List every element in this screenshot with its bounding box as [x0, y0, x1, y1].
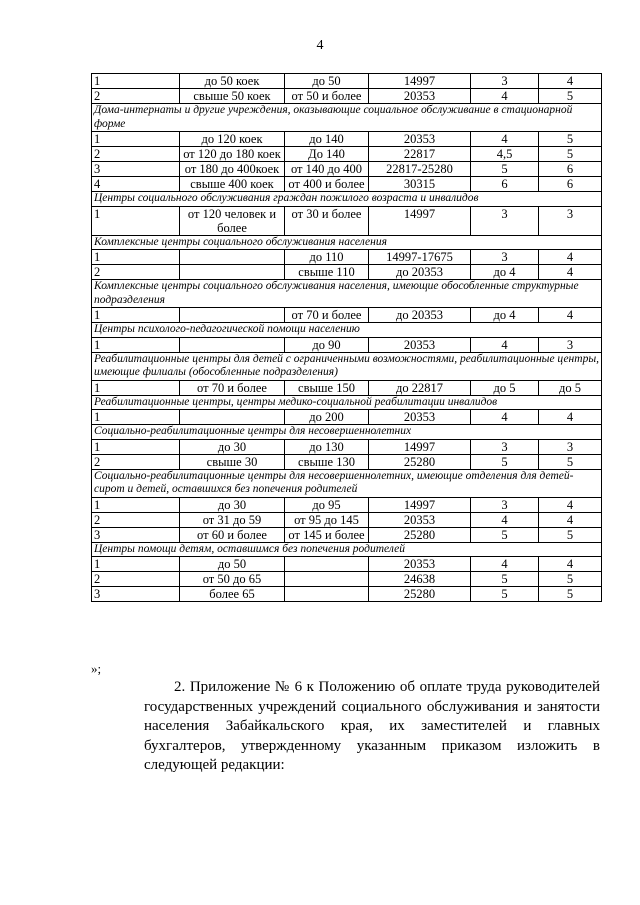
table-cell: от 400 и более — [285, 177, 369, 192]
section-title: Центры психолого-педагогической помощи населению — [92, 323, 602, 338]
table-cell: 4 — [539, 512, 602, 527]
table-cell: от 70 и более — [180, 380, 285, 395]
table-cell: до 140 — [285, 132, 369, 147]
table-cell: 25280 — [369, 454, 471, 469]
table-cell: 5 — [471, 587, 539, 602]
table-cell: 20353 — [369, 557, 471, 572]
table-cell: 2 — [92, 512, 180, 527]
table-cell: 1 — [92, 557, 180, 572]
table-cell: 20353 — [369, 132, 471, 147]
table-row — [92, 162, 602, 177]
table-cell: 3 — [539, 337, 602, 352]
table-cell: 4 — [539, 308, 602, 323]
table-row — [92, 132, 602, 147]
table-section-header — [92, 352, 602, 380]
table-cell: 3 — [471, 497, 539, 512]
table-row — [92, 527, 602, 542]
table-cell: свыше 50 коек — [180, 89, 285, 104]
table-cell: 3 — [539, 439, 602, 454]
table-cell: 4 — [539, 557, 602, 572]
table-cell: 3 — [92, 162, 180, 177]
table-cell: до 30 — [180, 497, 285, 512]
table-cell: 6 — [539, 162, 602, 177]
table-row — [92, 557, 602, 572]
table-row — [92, 439, 602, 454]
table-cell: 14997 — [369, 439, 471, 454]
positions-table — [91, 73, 602, 602]
table-row — [92, 497, 602, 512]
section-title: Реабилитационные центры, центры медико-социальной реабилитации инвалидов — [92, 395, 602, 410]
table-cell: 1 — [92, 410, 180, 425]
table-cell: 4 — [539, 410, 602, 425]
table-cell: 20353 — [369, 410, 471, 425]
table-cell: 5 — [539, 89, 602, 104]
table-cell: до 130 — [285, 439, 369, 454]
table-cell — [285, 572, 369, 587]
table-row — [92, 147, 602, 162]
table-cell: 4 — [471, 89, 539, 104]
table-cell: более 65 — [180, 587, 285, 602]
table-cell: 5 — [539, 527, 602, 542]
table-row — [92, 587, 602, 602]
table-cell: до 120 коек — [180, 132, 285, 147]
table-cell: 5 — [471, 572, 539, 587]
table-cell: 5 — [539, 147, 602, 162]
table-cell: до 20353 — [369, 265, 471, 280]
table-cell: 4 — [539, 250, 602, 265]
section-title: Реабилитационные центры для детей с ограниченными возможностями, реабилитационные центры, имеющие филиалы (обособленные подразделения) — [92, 352, 602, 380]
section-title: Социально-реабилитационные центры для несовершеннолетних — [92, 425, 602, 440]
table-cell: 2 — [92, 89, 180, 104]
table-cell: 4 — [471, 132, 539, 147]
table-row — [92, 308, 602, 323]
table-cell — [180, 250, 285, 265]
table-cell: 6 — [539, 177, 602, 192]
table-cell: 2 — [92, 454, 180, 469]
table-cell — [180, 308, 285, 323]
table-section-header — [92, 542, 602, 557]
table-cell: До 140 — [285, 147, 369, 162]
table-cell: свыше 400 коек — [180, 177, 285, 192]
table-cell: 24638 — [369, 572, 471, 587]
table-section-header — [92, 469, 602, 497]
table-section-header — [92, 395, 602, 410]
table-cell: 14997 — [369, 206, 471, 235]
section-title: Социально-реабилитационные центры для несовершеннолетних, имеющие отделения для детей-сирот и детей, оставшихся без попечения родителей — [92, 469, 602, 497]
table-cell: до 200 — [285, 410, 369, 425]
table-cell: 5 — [539, 454, 602, 469]
table-cell: от 120 до 180 коек — [180, 147, 285, 162]
table-cell — [180, 410, 285, 425]
table-section-header — [92, 235, 602, 250]
table-cell: 20353 — [369, 89, 471, 104]
table-row — [92, 410, 602, 425]
table-cell: 2 — [92, 147, 180, 162]
table-cell: 2 — [92, 265, 180, 280]
table-cell: 1 — [92, 337, 180, 352]
table-cell: 5 — [471, 162, 539, 177]
section-title: Комплексные центры социального обслуживания населения, имеющие обособленные структурные подразделения — [92, 280, 602, 308]
table-cell: от 50 до 65 — [180, 572, 285, 587]
section-title: Центры помощи детям, оставшимся без попечения родителей — [92, 542, 602, 557]
table-cell: 22817-25280 — [369, 162, 471, 177]
table-cell: 4 — [539, 265, 602, 280]
table-cell: 4 — [471, 512, 539, 527]
table-cell: 3 — [471, 439, 539, 454]
table-cell: от 60 и более — [180, 527, 285, 542]
table-cell: от 70 и более — [285, 308, 369, 323]
table-cell: 14997-17675 — [369, 250, 471, 265]
table-cell: свыше 150 — [285, 380, 369, 395]
table-cell: до 110 — [285, 250, 369, 265]
table-cell: 25280 — [369, 527, 471, 542]
table-cell: 1 — [92, 308, 180, 323]
table-cell: 1 — [92, 497, 180, 512]
table-cell: 5 — [471, 527, 539, 542]
table-row — [92, 572, 602, 587]
table-cell: 3 — [471, 206, 539, 235]
table-cell: 4 — [92, 177, 180, 192]
table-cell: от 50 и более — [285, 89, 369, 104]
table-cell: 1 — [92, 380, 180, 395]
table-cell: до 50 — [180, 557, 285, 572]
page-number: 4 — [316, 38, 324, 53]
table-cell: 5 — [471, 454, 539, 469]
table-row — [92, 89, 602, 104]
table-row — [92, 177, 602, 192]
table-cell — [180, 337, 285, 352]
table-cell: 25280 — [369, 587, 471, 602]
table-section-header — [92, 192, 602, 207]
table-cell: 20353 — [369, 512, 471, 527]
table-cell: до 5 — [471, 380, 539, 395]
table-cell — [285, 587, 369, 602]
amendment-paragraph: 2. Приложение № 6 к Положению об оплате труда руководителей государственных учреждений социального обслуживания и занятости населения Забайкальского края, их заместителей и главных бухгалтеров, утвержденному указанным приказом изложить в следующей редакции: — [144, 679, 600, 773]
table-cell: до 95 — [285, 497, 369, 512]
table-cell: до 4 — [471, 265, 539, 280]
table-row — [92, 337, 602, 352]
table-section-header — [92, 104, 602, 132]
table-cell: до 5 — [539, 380, 602, 395]
table-cell: до 90 — [285, 337, 369, 352]
table-row — [92, 250, 602, 265]
table-cell: 6 — [471, 177, 539, 192]
table-cell: до 30 — [180, 439, 285, 454]
table-cell: 3 — [539, 206, 602, 235]
table-cell: свыше 130 — [285, 454, 369, 469]
table-cell: до 22817 — [369, 380, 471, 395]
table-cell: от 140 до 400 — [285, 162, 369, 177]
section-title: Центры социального обслуживания граждан пожилого возраста и инвалидов — [92, 192, 602, 207]
table-cell: 3 — [471, 250, 539, 265]
table-section-header — [92, 425, 602, 440]
table-section-header — [92, 323, 602, 338]
table-cell: свыше 30 — [180, 454, 285, 469]
table-row — [92, 265, 602, 280]
table-cell: 3 — [92, 527, 180, 542]
table-cell: 4 — [539, 74, 602, 89]
table-cell: до 50 — [285, 74, 369, 89]
table-row — [92, 74, 602, 89]
table-cell: 4 — [471, 410, 539, 425]
table-cell: 1 — [92, 132, 180, 147]
table-cell: 3 — [92, 587, 180, 602]
table-cell: от 31 до 59 — [180, 512, 285, 527]
table-cell: 5 — [539, 572, 602, 587]
table-cell: до 4 — [471, 308, 539, 323]
table-cell: от 120 человек и более — [180, 206, 285, 235]
table-cell: 4 — [471, 557, 539, 572]
table-cell: 14997 — [369, 74, 471, 89]
table-cell: от 180 до 400коек — [180, 162, 285, 177]
table-cell: 30315 — [369, 177, 471, 192]
table-cell: до 20353 — [369, 308, 471, 323]
section-title: Комплексные центры социального обслуживания населения — [92, 235, 602, 250]
table-cell: 2 — [92, 572, 180, 587]
table-cell: 5 — [539, 132, 602, 147]
table-row — [92, 454, 602, 469]
table-cell: 5 — [539, 587, 602, 602]
closing-quote: »; — [91, 661, 102, 676]
table-cell: до 50 коек — [180, 74, 285, 89]
table-cell — [285, 557, 369, 572]
table-cell: 1 — [92, 74, 180, 89]
table-cell: 4,5 — [471, 147, 539, 162]
table-cell: 20353 — [369, 337, 471, 352]
table-cell: 22817 — [369, 147, 471, 162]
table-row — [92, 380, 602, 395]
table-cell: 1 — [92, 206, 180, 235]
table-cell: 3 — [471, 74, 539, 89]
table-cell: свыше 110 — [285, 265, 369, 280]
table-row — [92, 512, 602, 527]
table-cell: от 30 и более — [285, 206, 369, 235]
table-cell: 1 — [92, 250, 180, 265]
table-section-header — [92, 280, 602, 308]
table-cell: 4 — [471, 337, 539, 352]
section-title: Дома-интернаты и другие учреждения, оказывающие социальное обслуживание в стационарной форме — [92, 104, 602, 132]
table-cell — [180, 265, 285, 280]
table-cell: 14997 — [369, 497, 471, 512]
table-cell: 4 — [539, 497, 602, 512]
table-cell: от 145 и более — [285, 527, 369, 542]
table-row — [92, 206, 602, 235]
table-cell: 1 — [92, 439, 180, 454]
table-cell: от 95 до 145 — [285, 512, 369, 527]
